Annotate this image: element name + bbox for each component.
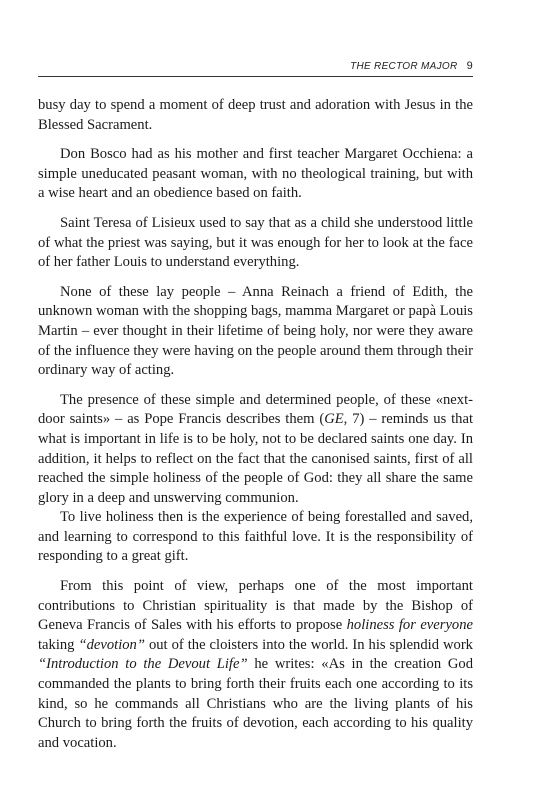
text-run: Saint Teresa of Lisieux used to say that as a child she understood little of what the priest was saying, but it was enough for her to look at the face of her father Louis to understand everything. xyxy=(38,214,473,271)
paragraph xyxy=(38,283,473,381)
text-run: None of these lay people – Anna Reinach a friend of Edith, the unknown woman with the shopping bags, mamma Margaret or papà Louis Martin – ever thought in their lifetime of being holy, nor were they aware of the influence they were having on the people around them through their ordinary way of acting. xyxy=(38,283,473,379)
header-rule xyxy=(38,76,473,77)
text-run: he writes: «As in the creation God commanded the plants to bring forth their fruits each one according to its kind, so he commands all Christians who are the living plants of his Church to bring forth the fruits of devotion, each according to his quality and vocation. xyxy=(38,656,473,751)
page-number: 9 xyxy=(466,60,473,72)
text-run: taking xyxy=(38,636,79,653)
text-run: The presence of these simple and determined people, of these «next-door saints» – as Pope Francis describes them ( xyxy=(38,391,473,428)
text-run: From this point of view, perhaps one of the most important contributions to Christian spirituality is that made by the Bishop of Geneva Francis of Sales with his efforts to propose xyxy=(38,578,473,634)
body-text xyxy=(38,96,473,753)
paragraph xyxy=(38,577,473,753)
italic-run: “Introduction to the Devout Life” xyxy=(38,656,248,673)
paragraph xyxy=(38,145,473,204)
running-head-title: THE RECTOR MAJOR xyxy=(350,61,458,72)
text-run: out of the cloisters into the world. In his splendid work xyxy=(144,636,473,653)
paragraph xyxy=(38,96,473,135)
paragraph xyxy=(38,391,473,509)
italic-run: holiness for everyone xyxy=(346,617,473,634)
paragraph xyxy=(38,508,473,567)
italic-run: “devotion” xyxy=(78,636,145,653)
text-run: , 7) – reminds us that what is important in life is to be holy, not to be declared saints one day. In addition, it helps to reflect on the fact that the canonised saints, first of all reached the simple holiness of the people of God: they all share the same glory in a deep and unswerving communion. xyxy=(38,411,473,506)
running-head xyxy=(38,60,473,72)
paragraph xyxy=(38,214,473,273)
text-run: busy day to spend a moment of deep trust and adoration with Jesus in the Blessed Sacrament. xyxy=(38,97,473,133)
italic-run: GE xyxy=(324,411,344,428)
text-run: Don Bosco had as his mother and first teacher Margaret Occhiena: a simple uneducated peasant woman, with no theological training, but with a wise heart and an obedience based on faith. xyxy=(38,146,473,202)
text-run: To live holiness then is the experience of being forestalled and saved, and learning to correspond to this faithful love. It is the responsibility of responding to a great gift. xyxy=(38,509,473,565)
